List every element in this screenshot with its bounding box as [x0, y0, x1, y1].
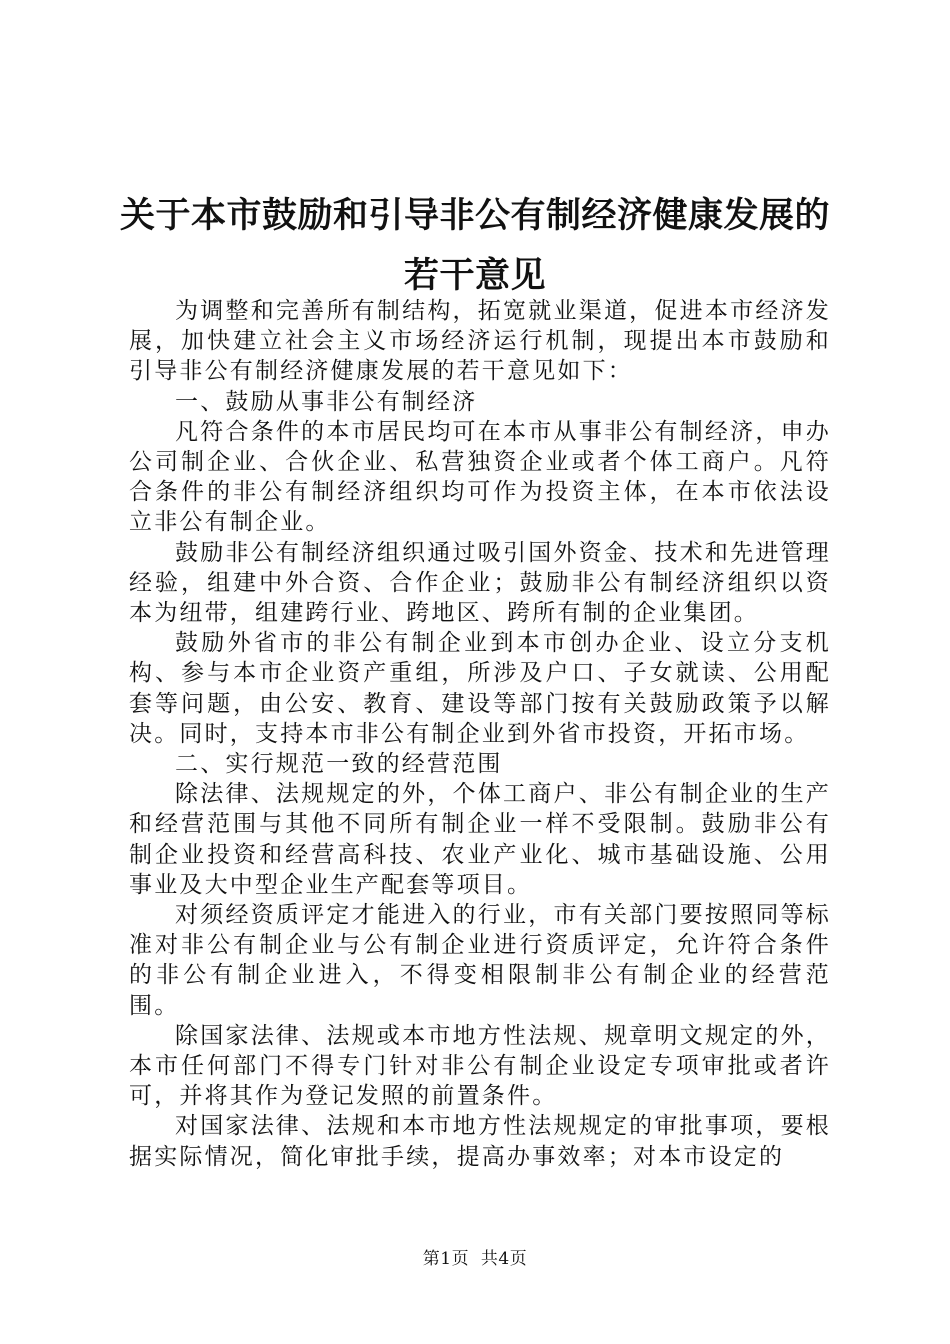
document-title-line-2: 若干意见 [403, 256, 546, 296]
section-heading-2: 二、实行规范一致的经营范围 [175, 751, 503, 778]
paragraph: 凡符合条件的本市居民均可在本市从事非公有制经济，申办公司制企业、合伙企业、私营独资企业或者个体工商户。凡符合条件的非公有制经济组织均可作为投资主体，在本市依法设立非公有制企业。 [129, 418, 831, 536]
page-footer: 第1页 共4页 [422, 1249, 528, 1269]
paragraph: 鼓励非公有制经济组织通过吸引国外资金、技术和先进管理经验，组建中外合资、合作企业；鼓励非公有制经济组织以资本为纽带，组建跨行业、跨地区、跨所有制的企业集团。 [129, 539, 831, 627]
paragraph: 对国家法律、法规和本市地方性法规规定的审批事项，要根据实际情况，简化审批手续，提高办事效率；对本市设定的 [129, 1113, 831, 1170]
paragraph: 除国家法律、法规或本市地方性法规、规章明文规定的外，本市任何部门不得专门针对非公有制企业设定专项审批或者许可，并将其作为登记发照的前置条件。 [129, 1022, 831, 1110]
paragraph-intro: 为调整和完善所有制结构，拓宽就业渠道，促进本市经济发展，加快建立社会主义市场经济运行机制，现提出本市鼓励和引导非公有制经济健康发展的若干意见如下： [129, 298, 831, 385]
section-heading-1: 一、鼓励从事非公有制经济 [175, 388, 478, 415]
document-body [129, 296, 831, 1172]
paragraph: 鼓励外省市的非公有制企业到本市创办企业、设立分支机构、参与本市企业资产重组，所涉及户口、子女就读、公用配套等问题，由公安、教育、建设等部门按有关鼓励政策予以解决。同时，支持本市非公有制企业到外省市投资，开拓市场。 [129, 630, 831, 747]
paragraph: 对须经资质评定才能进入的行业，市有关部门要按照同等标准对非公有制企业与公有制企业进行资质评定，允许符合条件的非公有制企业进入，不得变相限制非公有制企业的经营范围。 [129, 902, 831, 1019]
document-title-line-1: 关于本市鼓励和引导非公有制经济健康发展的 [119, 196, 830, 236]
paragraph: 除法律、法规规定的外，个体工商户、非公有制企业的生产和经营范围与其他不同所有制企业一样不受限制。鼓励非公有制企业投资和经营高科技、农业产业化、城市基础设施、公用事业及大中型企业生产配套等项目。 [129, 781, 831, 898]
